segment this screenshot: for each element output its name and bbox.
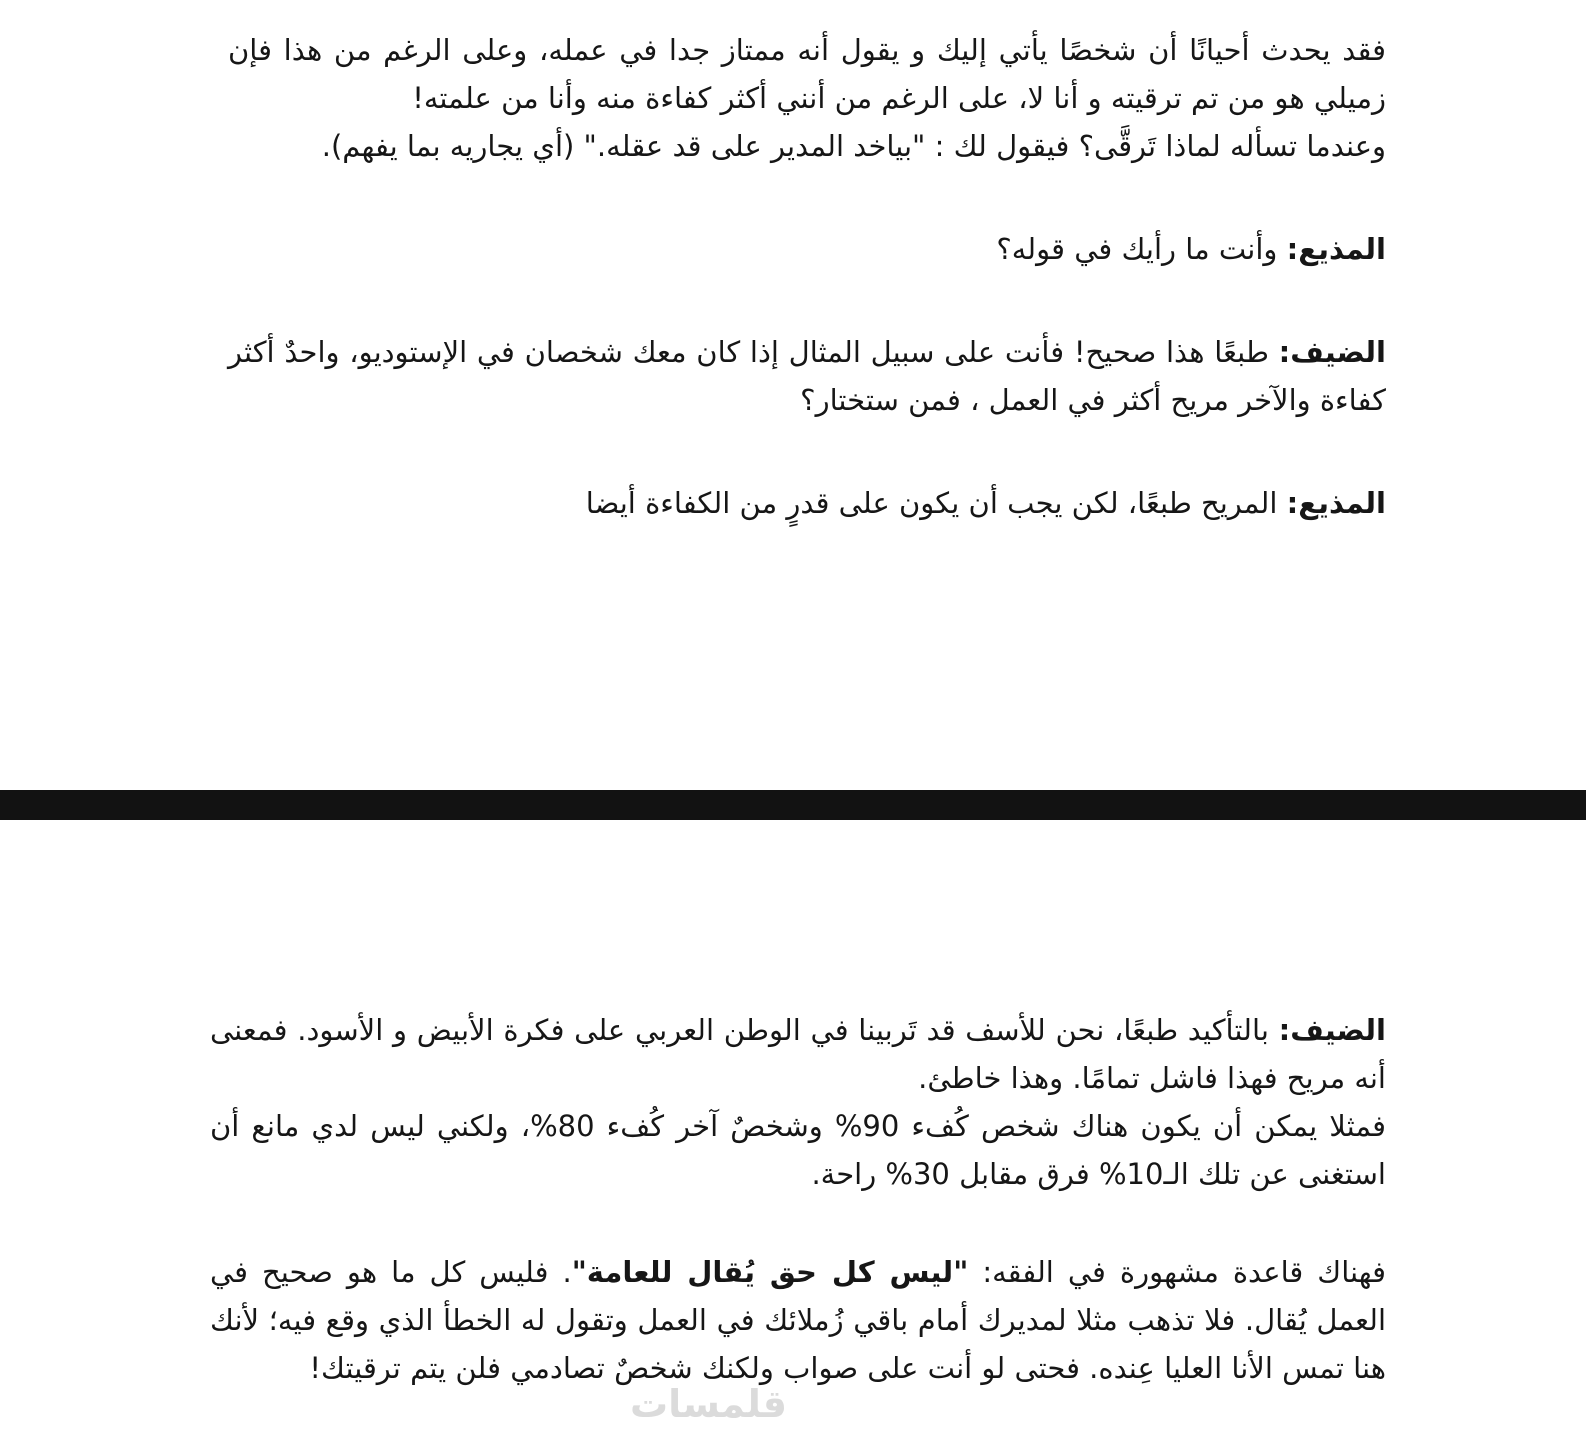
- narration-text-1: فقد يحدث أحيانًا أن شخصًا يأتي إليك و يقول أنه ممتاز جدا في عمله، وعلى الرغم من هذا فإن زميلي هو من تم ترقيته و أنا لا، على الرغم من أنني أكثر كفاءة منه وأنا من علمته!: [228, 33, 1386, 115]
- speaker-label-guest: الضيف:: [1278, 335, 1386, 369]
- dialogue-guest-answer-2: [210, 1006, 1386, 1198]
- dialogue-text-host-2: المريح طبعًا، لكن يجب أن يكون على قدرٍ من الكفاءة أيضا: [585, 486, 1287, 520]
- watermark-text: قلمسات: [630, 1382, 787, 1426]
- rule-rest-text: . فليس كل ما هو صحيح في العمل يُقال. فلا تذهب مثلا لمديرك أمام باقي زُملائك في العمل وتقول له الخطأ الذي وقع فيه؛ لأنك هنا تمس الأنا العليا عِنده. فحتى لو أنت على صواب ولكنك شخصٌ تصادمي فلن يتم ترقيتك!: [210, 1255, 1386, 1385]
- rule-quote-bold: "ليس كل حق يُقال للعامة": [571, 1255, 969, 1289]
- dialogue-host-question-2: [228, 479, 1386, 527]
- narration-text-2: وعندما تسأله لماذا تَرقَّى؟ فيقول لك : "بياخد المدير على قد عقله." (أي يجاريه بما يفهم).: [321, 129, 1386, 163]
- speaker-label-guest-2: الضيف:: [1278, 1013, 1386, 1047]
- dialogue-text-guest-2b: فمثلا يمكن أن يكون هناك شخص كُفء 90% وشخصٌ آخر كُفء 80%، ولكني ليس لدي مانع أن استغنى عن تلك الـ10% فرق مقابل 30% راحة.: [210, 1109, 1386, 1191]
- dialogue-guest-answer-1: [228, 328, 1386, 424]
- dialogue-text-guest-1: طبعًا هذا صحيح! فأنت على سبيل المثال إذا كان معك شخصان في الإستوديو، واحدٌ أكثر كفاءة والآخر مريح أكثر في العمل ، فمن ستختار؟: [228, 335, 1386, 417]
- document-page-2: [0, 820, 1586, 1432]
- speaker-label-host-2: المذيع:: [1286, 486, 1386, 520]
- dialogue-host-question-1: [228, 225, 1386, 273]
- paragraph-narration: [228, 26, 1386, 170]
- paragraph-rule: [210, 1248, 1386, 1392]
- speaker-label-host: المذيع:: [1286, 232, 1386, 266]
- dialogue-text-guest-2a: بالتأكيد طبعًا، نحن للأسف قد تَربينا في الوطن العربي على فكرة الأبيض و الأسود. فمعنى أنه مريح فهذا فاشل تمامًا. وهذا خاطئ.: [210, 1013, 1386, 1095]
- dialogue-text-host-1: وأنت ما رأيك في قوله؟: [996, 232, 1287, 266]
- page-break-bar: [0, 790, 1586, 820]
- rule-intro-text: فهناك قاعدة مشهورة في الفقه:: [968, 1255, 1387, 1289]
